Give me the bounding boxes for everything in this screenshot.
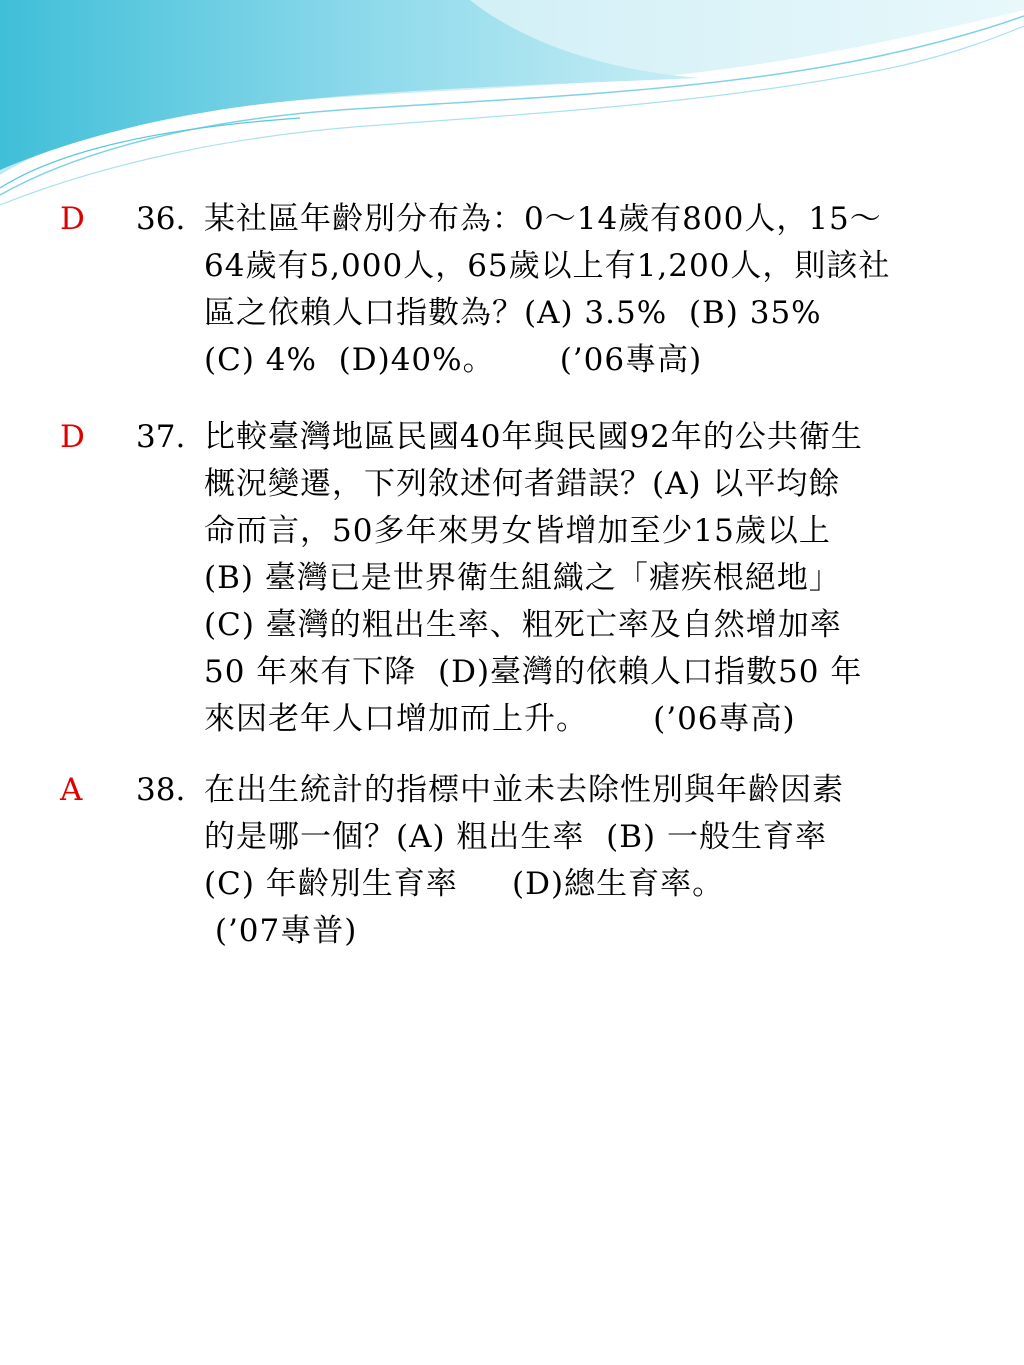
text-line: (’07專普) <box>204 913 358 949</box>
question-text <box>204 196 994 384</box>
text-line: (B) 臺灣已是世界衛生組織之「瘧疾根絕地」 <box>204 560 841 596</box>
question-text <box>204 767 994 955</box>
text-line: 的是哪一個？(A) 粗出生率 (B) 一般生育率 <box>204 819 827 855</box>
question-number: 36. <box>136 201 186 237</box>
answer-key: D <box>60 419 85 455</box>
question-number: 38. <box>136 772 186 808</box>
text-line: 命而言，50多年來男女皆增加至少15歲以上 <box>204 513 831 549</box>
text-line: 來因老年人口增加而上升。 (’06專高) <box>204 701 796 737</box>
text-line: 比較臺灣地區民國40年與民國92年的公共衛生 <box>204 419 863 455</box>
question-number: 37. <box>136 419 186 455</box>
text-line: (C) 臺灣的粗出生率、粗死亡率及自然增加率 <box>204 607 842 643</box>
header-wave-decoration <box>0 0 1024 210</box>
answer-key: A <box>60 772 83 808</box>
question-text <box>204 414 994 743</box>
text-line: (C) 年齡別生育率 (D)總生育率。 <box>204 866 725 902</box>
text-line: 64歲有5,000人，65歲以上有1,200人，則該社 <box>204 248 891 284</box>
text-line: 區之依賴人口指數為？(A) 3.5% (B) 35% <box>204 295 822 331</box>
text-line: 50 年來有下降 (D)臺灣的依賴人口指數50 年 <box>204 654 863 690</box>
text-line: (C) 4% (D)40%。 (’06專高) <box>204 342 703 378</box>
text-line: 某社區年齡別分布為：0～14歲有800人，15～ <box>204 201 882 237</box>
text-line: 在出生統計的指標中並未去除性別與年齡因素 <box>204 772 844 808</box>
text-line: 概況變遷，下列敘述何者錯誤？(A) 以平均餘 <box>204 466 841 502</box>
answer-key: D <box>60 201 85 237</box>
